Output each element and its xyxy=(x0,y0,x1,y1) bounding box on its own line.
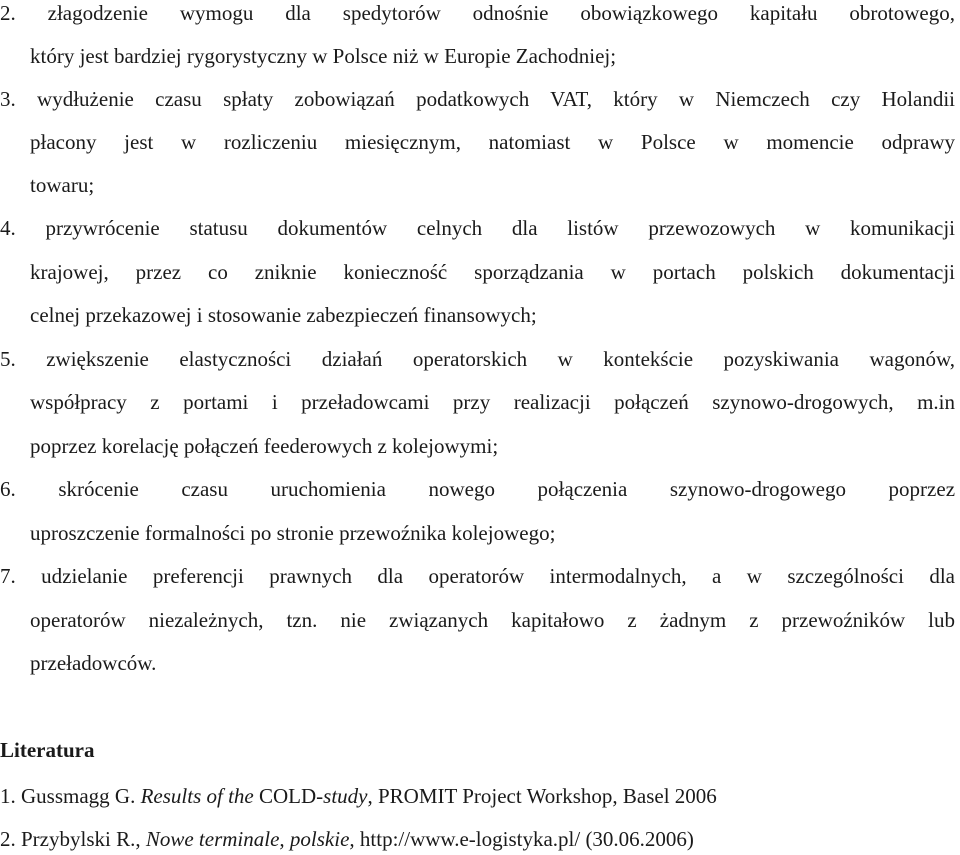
list-item-5-text-2: współpracy z portami i przeładowcami przy realizacji połączeń szynowo-drogowych, m.in xyxy=(30,390,955,414)
reference-2-details: http://www.e-logistyka.pl/ (30.06.2006) xyxy=(354,827,694,851)
list-number-2: 2. xyxy=(0,1,16,25)
list-item-3-text-3: towaru; xyxy=(30,173,95,197)
list-item-5-text-1: zwiększenie elastyczności działań operatorskich w kontekście pozyskiwania wagonów, xyxy=(46,347,956,371)
list-number-5: 5. xyxy=(0,347,16,371)
list-item-6-line-1 xyxy=(0,479,955,500)
list-item-4-text-1: przywrócenie statusu dokumentów celnych dla listów przewozowych w komunikacji xyxy=(45,216,955,240)
list-item-2-text-1: złagodzenie wymogu dla spedytorów odnośnie obowiązkowego kapitału obrotowego, xyxy=(47,1,955,25)
list-item-3-line-1 xyxy=(0,89,955,110)
list-item-6-text-2: uproszczenie formalności po stronie przewoźnika kolejowego; xyxy=(30,521,556,545)
reference-number-1: 1. xyxy=(0,784,16,808)
list-item-5-line-1 xyxy=(0,349,955,370)
list-item-4-text-3: celnej przekazowej i stosowanie zabezpieczeń finansowych; xyxy=(30,303,537,327)
reference-2 xyxy=(0,829,694,850)
list-item-7-text-2: operatorów niezależnych, tzn. nie związanych kapitałowo z żadnym z przewoźników lub xyxy=(30,608,955,632)
reference-1-title-part-1: Results of the xyxy=(140,784,259,808)
literature-heading: Literatura xyxy=(0,738,95,762)
list-item-7-text-1: udzielanie preferencji prawnych dla operatorów intermodalnych, a w szczególności dla xyxy=(41,564,956,588)
list-item-5-text-3: poprzez korelację połączeń feederowych z kolejowymi; xyxy=(30,434,499,458)
list-number-4: 4. xyxy=(0,216,16,240)
reference-1 xyxy=(0,786,717,807)
list-number-7: 7. xyxy=(0,564,16,588)
list-item-6-text-1: skrócenie czasu uruchomienia nowego połączenia szynowo-drogowego poprzez xyxy=(58,477,956,501)
reference-1-title-part-2: COLD xyxy=(259,784,317,808)
list-item-4-line-1 xyxy=(0,218,955,239)
list-item-3-text-1: wydłużenie czasu spłaty zobowiązań podatkowych VAT, który w Niemczech czy Holandii xyxy=(37,87,955,111)
list-number-3: 3. xyxy=(0,87,16,111)
list-item-7-text-3: przeładowców. xyxy=(30,651,157,675)
reference-1-author: Gussmagg G. xyxy=(21,784,136,808)
reference-1-title-part-3: -study xyxy=(316,784,368,808)
list-item-7-line-1 xyxy=(0,566,955,587)
reference-2-separator: , xyxy=(135,827,146,851)
list-item-3-text-2: płacony jest w rozliczeniu miesięcznym, natomiast w Polsce w momencie odprawy xyxy=(30,130,955,154)
list-number-6: 6. xyxy=(0,477,16,501)
reference-number-2: 2. xyxy=(0,827,16,851)
list-item-4-text-2: krajowej, przez co zniknie konieczność sporządzania w portach polskich dokumentacji xyxy=(30,260,955,284)
reference-1-details: , PROMIT Project Workshop, Basel 2006 xyxy=(367,784,717,808)
reference-2-title: Nowe terminale, polskie, xyxy=(145,827,355,851)
reference-2-author: Przybylski R. xyxy=(21,827,136,851)
list-item-2-text-2: który jest bardziej rygorystyczny w Polsce niż w Europie Zachodniej; xyxy=(30,44,617,68)
list-item-2-line-1 xyxy=(0,3,955,24)
